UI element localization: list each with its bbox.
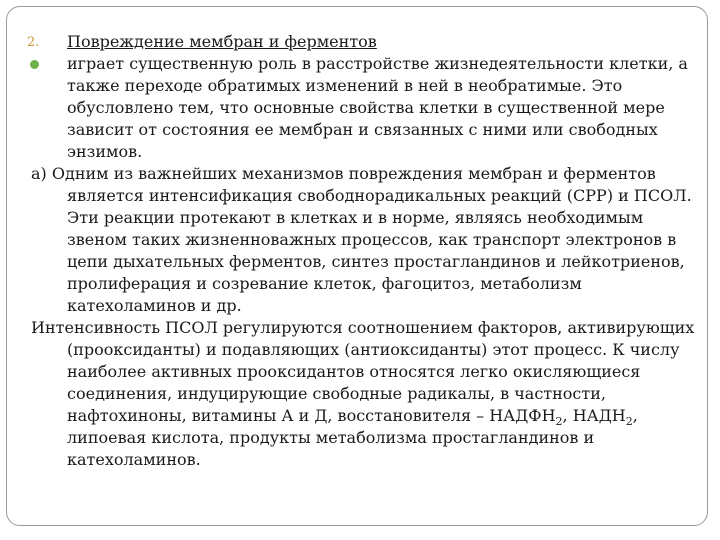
bullet-dot-icon (30, 60, 39, 69)
list-number: 2. (27, 35, 40, 50)
paragraph-b (31, 317, 701, 471)
subscript-2: 2 (555, 415, 563, 429)
slide-frame (6, 6, 708, 526)
heading-text: Повреждение мембран и ферментов (67, 32, 377, 51)
paragraph-b-text-2: , НАДН (562, 406, 626, 425)
slide-text (27, 31, 701, 471)
numbered-heading (27, 31, 701, 53)
paragraph-b-text-3: , липоевая кислота, продукты метаболизма простагландинов и катехоламинов. (67, 406, 638, 469)
subscript-2: 2 (625, 415, 633, 429)
intro-text: играет существенную роль в расстройстве жизнедеятельности клетки, а также переходе обратимых изменений в ней в необратимые. Это обусловлено тем, что основные свойства клетки в существенной мере зависит от состояния ее мембран и связанных с ними или свободных энзимов. (67, 54, 688, 161)
paragraph-a-text: а) Одним из важнейших механизмов повреждения мембран и ферментов является интенсификация свободнорадикальных реакций (СРР) и ПСОЛ. Эти реакции протекают в клетках и в норме, являясь необходимым звеном таких жизненноважных процессов, как транспорт электронов в цепи дыхательных ферментов, синтез простагландинов и лейкотриенов, пролиферация и созревание клеток, фагоцитоз, метаболизм катехоламинов и др. (31, 164, 692, 315)
paragraph-a (31, 163, 701, 317)
bullet-paragraph (31, 53, 701, 163)
paragraph-b-text-1: Интенсивность ПСОЛ регулируются соотношением факторов, активирующих (прооксиданты) и подавляющих (антиоксиданты) этот процесс. К числу наиболее активных прооксидантов относятся легко окисляющиеся соединения, индуцирующие свободные радикалы, в частности, нафтохиноны, витамины А и Д, восстановителя – НАДФН (31, 318, 695, 425)
